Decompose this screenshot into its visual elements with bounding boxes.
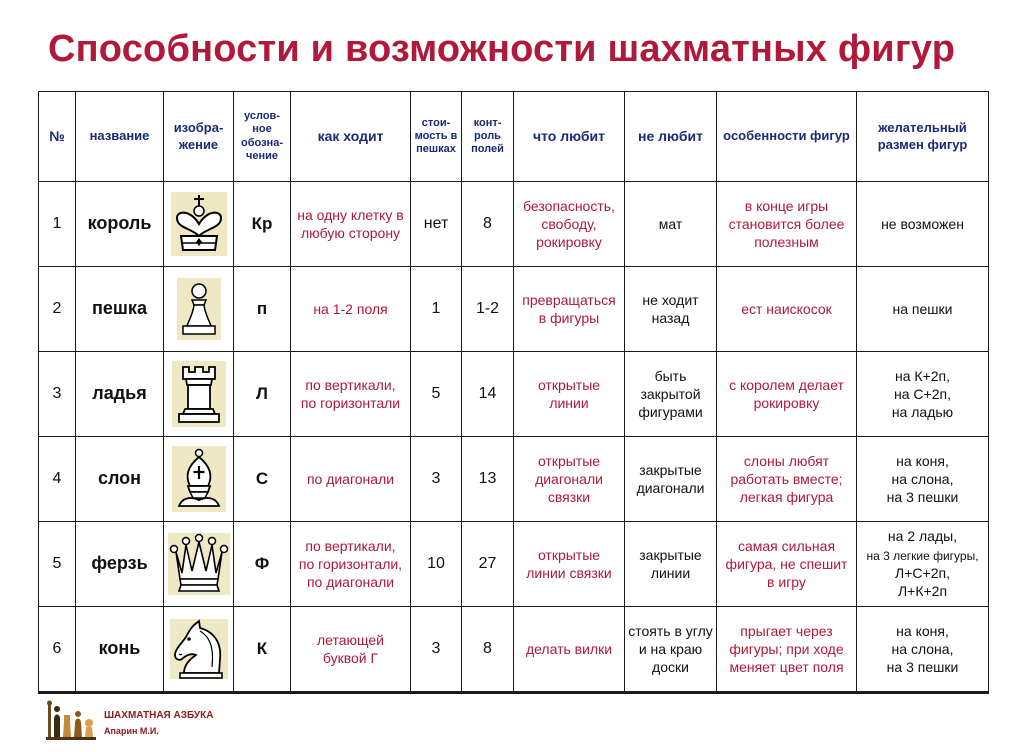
row-number: 4 — [39, 437, 76, 522]
piece-moves: на 1-2 поля — [291, 267, 411, 352]
piece-symbol: Кр — [234, 182, 291, 267]
footer-title: ШАХМАТНАЯ АЗБУКА — [104, 710, 214, 721]
header-name: название — [76, 92, 164, 182]
header-value: стои- мость в пешках — [411, 92, 462, 182]
chess-pieces-logo-icon — [46, 697, 98, 741]
table-row — [39, 182, 989, 267]
row-number: 3 — [39, 352, 76, 437]
header-symbol: услов- ное обозна- чение — [234, 92, 291, 182]
piece-value: 3 — [411, 607, 462, 693]
piece-symbol: К — [234, 607, 291, 693]
table-row — [39, 352, 989, 437]
header-row — [39, 92, 989, 182]
header-features: особенности фигур — [717, 92, 857, 182]
piece-control: 1-2 — [462, 267, 514, 352]
piece-symbol: С — [234, 437, 291, 522]
piece-image — [164, 522, 234, 607]
piece-name: король — [76, 182, 164, 267]
piece-image — [164, 182, 234, 267]
piece-features: прыгает через фигуры; при ходе меняет цвет поля — [717, 607, 857, 693]
footer — [46, 697, 246, 743]
piece-dislikes: закрытые линии — [625, 522, 717, 607]
page-title: Способности и возможности шахматных фигур — [48, 28, 956, 70]
piece-image — [164, 352, 234, 437]
row-number: 2 — [39, 267, 76, 352]
piece-symbol: Л — [234, 352, 291, 437]
piece-value: 5 — [411, 352, 462, 437]
piece-value: 1 — [411, 267, 462, 352]
piece-exchange: на 2 лады, на 3 легкие фигуры, Л+С+2п, Л+К+2п — [857, 522, 989, 607]
footer-author: Апарин М.И. — [104, 726, 159, 736]
knight-icon — [170, 619, 228, 679]
piece-dislikes: мат — [625, 182, 717, 267]
header-moves: как ходит — [291, 92, 411, 182]
piece-exchange: не возможен — [857, 182, 989, 267]
piece-symbol: п — [234, 267, 291, 352]
piece-image — [164, 267, 234, 352]
piece-name: пешка — [76, 267, 164, 352]
piece-likes: открытые линии — [514, 352, 625, 437]
piece-control: 8 — [462, 607, 514, 693]
row-number: 5 — [39, 522, 76, 607]
table-row — [39, 437, 989, 522]
table-row — [39, 607, 989, 693]
queen-icon — [168, 533, 230, 595]
piece-image — [164, 607, 234, 693]
piece-control: 14 — [462, 352, 514, 437]
piece-features: слоны любят работать вместе; легкая фигура — [717, 437, 857, 522]
piece-moves: по диагонали — [291, 437, 411, 522]
piece-features: ест наискосок — [717, 267, 857, 352]
piece-name: слон — [76, 437, 164, 522]
piece-likes: безопасность, свободу, рокировку — [514, 182, 625, 267]
piece-name: конь — [76, 607, 164, 693]
piece-control: 8 — [462, 182, 514, 267]
header-exchange: желательный размен фигур — [857, 92, 989, 182]
piece-likes: делать вилки — [514, 607, 625, 693]
piece-features: самая сильная фигура, не спешит в игру — [717, 522, 857, 607]
piece-likes: открытые диагонали связки — [514, 437, 625, 522]
piece-name: ферзь — [76, 522, 164, 607]
piece-value: 10 — [411, 522, 462, 607]
piece-exchange: на коня, на слона, на 3 пешки — [857, 607, 989, 693]
piece-image — [164, 437, 234, 522]
pawn-icon — [177, 278, 221, 340]
piece-symbol: Ф — [234, 522, 291, 607]
piece-dislikes: быть закрытой фигурами — [625, 352, 717, 437]
piece-value: 3 — [411, 437, 462, 522]
piece-name: ладья — [76, 352, 164, 437]
piece-likes: открытые линии связки — [514, 522, 625, 607]
piece-dislikes: стоять в углу и на краю доски — [625, 607, 717, 693]
piece-control: 13 — [462, 437, 514, 522]
piece-moves: летающей буквой Г — [291, 607, 411, 693]
table-row — [39, 522, 989, 607]
rook-icon — [172, 361, 226, 427]
piece-features: с королем делает рокировку — [717, 352, 857, 437]
chess-pieces-table — [38, 91, 989, 694]
header-image: изобра- жение — [164, 92, 234, 182]
piece-moves: на одну клетку в любую сторону — [291, 182, 411, 267]
header-dislikes: не любит — [625, 92, 717, 182]
piece-exchange: на пешки — [857, 267, 989, 352]
king-icon — [171, 192, 227, 256]
piece-moves: по вертикали, по горизонтали — [291, 352, 411, 437]
header-control: конт- роль полей — [462, 92, 514, 182]
bishop-icon — [172, 446, 226, 512]
piece-exchange: на К+2п, на С+2п, на ладью — [857, 352, 989, 437]
piece-exchange: на коня, на слона, на 3 пешки — [857, 437, 989, 522]
header-num: № — [39, 92, 76, 182]
piece-dislikes: закрытые диагонали — [625, 437, 717, 522]
row-number: 1 — [39, 182, 76, 267]
piece-control: 27 — [462, 522, 514, 607]
piece-dislikes: не ходит назад — [625, 267, 717, 352]
piece-value: нет — [411, 182, 462, 267]
table-row — [39, 267, 989, 352]
row-number: 6 — [39, 607, 76, 693]
piece-likes: превращаться в фигуры — [514, 267, 625, 352]
piece-moves: по вертикали, по горизонтали, по диагонали — [291, 522, 411, 607]
piece-features: в конце игры становится более полезным — [717, 182, 857, 267]
header-likes: что любит — [514, 92, 625, 182]
